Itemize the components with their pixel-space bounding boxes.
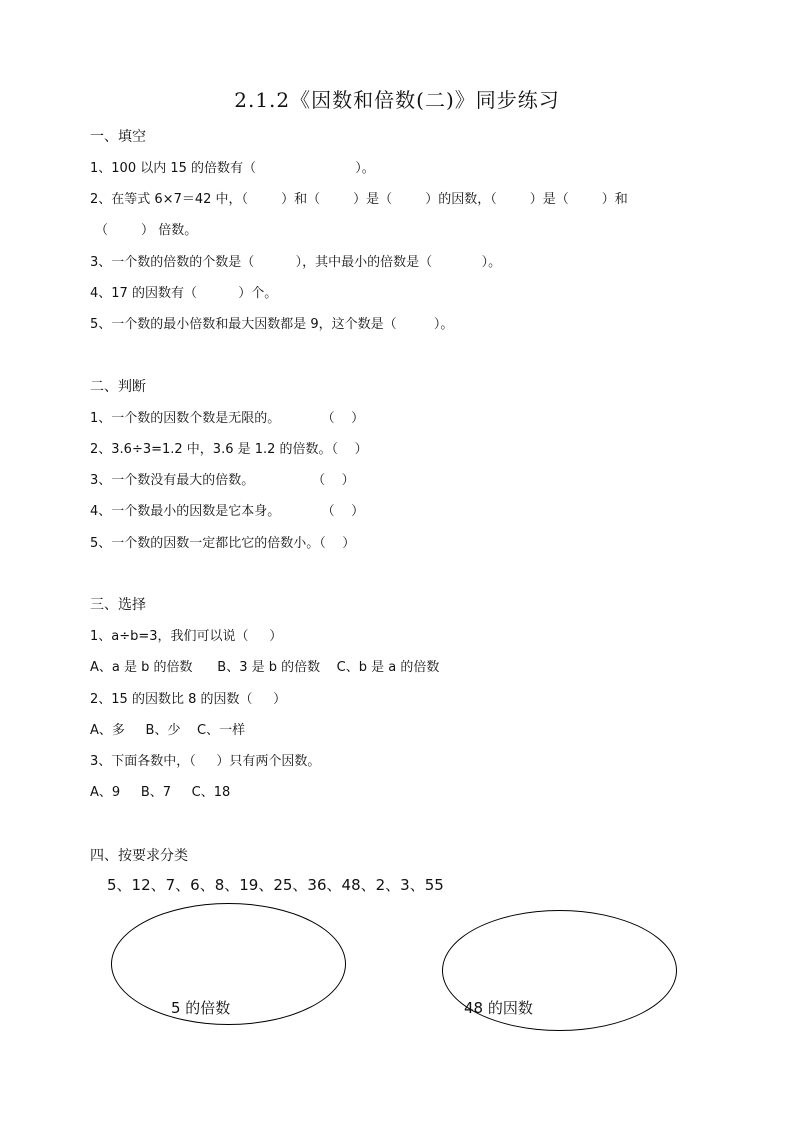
- section-heading-fill-in: 一、填空: [90, 129, 146, 145]
- section-heading-classify: 四、按要求分类: [90, 848, 188, 864]
- choice-question-1-options: A、a 是 b 的倍数 B、3 是 b 的倍数 C、b 是 a 的倍数: [90, 660, 440, 675]
- fill-question-1: 1、100 以内 15 的倍数有（ ）。: [90, 161, 375, 176]
- fill-question-2-line-2: （ ） 倍数。: [95, 223, 198, 238]
- judge-question-4: 4、一个数最小的因数是它本身。 （ ）: [90, 504, 365, 519]
- judge-question-5: 5、一个数的因数一定都比它的倍数小。（ ）: [90, 536, 356, 551]
- fill-question-4: 4、17 的因数有（ ）个。: [90, 286, 278, 301]
- number-list: 5、12、7、6、8、19、25、36、48、2、3、55: [107, 876, 444, 894]
- judge-question-3: 3、一个数没有最大的倍数。 （ ）: [90, 473, 355, 488]
- multiples-of-5-label: 5 的倍数: [171, 999, 231, 1017]
- choice-question-2-options: A、多 B、少 C、一样: [90, 723, 246, 738]
- section-heading-choice: 三、选择: [90, 597, 146, 613]
- choice-question-3: 3、下面各数中，（ ）只有两个因数。: [90, 754, 321, 769]
- fill-question-5: 5、一个数的最小倍数和最大因数都是 9，这个数是（ ）。: [90, 317, 454, 332]
- section-heading-judgment: 二、判断: [90, 379, 146, 395]
- fill-question-3: 3、一个数的倍数的个数是（ ），其中最小的倍数是（ ）。: [90, 255, 502, 270]
- choice-question-2: 2、15 的因数比 8 的因数（ ）: [90, 692, 287, 707]
- choice-question-1: 1、a÷b=3，我们可以说（ ）: [90, 629, 283, 644]
- judge-question-2: 2、3.6÷3=1.2 中，3.6 是 1.2 的倍数。（ ）: [90, 442, 368, 457]
- fill-question-2-line-1: 2、在等式 6×7＝42 中，（ ）和（ ）是（ ）的因数，（ ）是（ ）和: [90, 192, 628, 207]
- page-title: 2.1.2《因数和倍数(二)》同步练习: [234, 88, 560, 112]
- judge-question-1: 1、一个数的因数个数是无限的。 （ ）: [90, 411, 365, 426]
- choice-question-3-options: A、9 B、7 C、18: [90, 785, 231, 800]
- factors-of-48-label: 48 的因数: [464, 999, 533, 1017]
